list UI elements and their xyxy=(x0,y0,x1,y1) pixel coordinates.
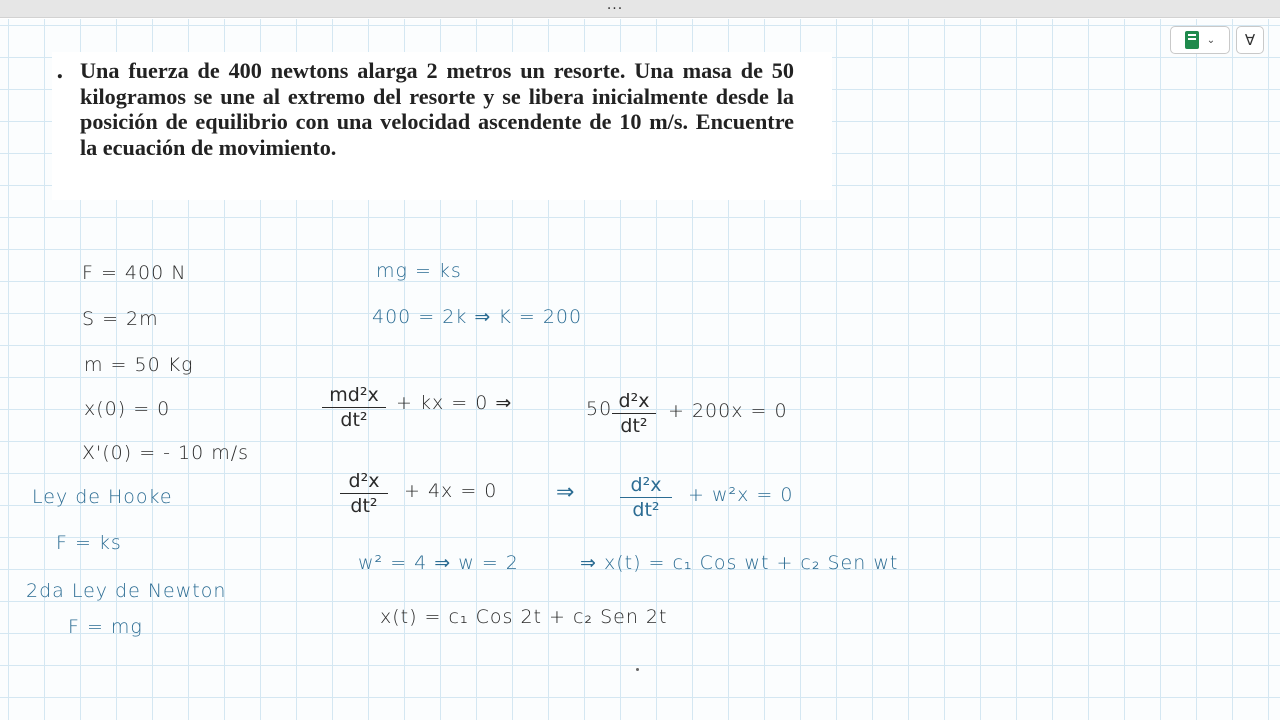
eq1-fraction xyxy=(322,384,386,431)
omega-solution: w² = 4 ⇒ w = 2 xyxy=(358,552,519,574)
filter-icon: ∀ xyxy=(1244,31,1256,49)
filter-button[interactable] xyxy=(1236,26,1264,54)
given-force: F = 400 N xyxy=(82,262,187,284)
eq1b-numerator: d²x xyxy=(618,390,650,412)
eq2b-fraction-bar xyxy=(620,497,672,498)
eq2-rest: + 4x = 0 xyxy=(404,480,498,502)
eq1b-coefficient: 50 xyxy=(586,398,613,420)
eq2b-denominator: dt² xyxy=(632,499,660,521)
notebook-selector-button[interactable] xyxy=(1170,26,1230,54)
eq1-rest: + kx = 0 ⇒ xyxy=(396,392,513,414)
eq1-denominator: dt² xyxy=(340,409,368,431)
chevron-down-icon: ⌄ xyxy=(1206,34,1216,46)
initial-velocity: X'(0) = - 10 m/s xyxy=(82,442,250,464)
eq2-implies-arrow: ⇒ xyxy=(556,480,576,505)
eq1b-fraction xyxy=(612,390,656,437)
eq2b-rest: + w²x = 0 xyxy=(688,484,794,506)
eq2b-numerator: d²x xyxy=(630,474,662,496)
eq2-denominator: dt² xyxy=(350,495,378,517)
problem-text: Una fuerza de 400 newtons alarga 2 metros un resorte. Una masa de 50 kilogramos se une al extremo del resorte y se libera inicialmente desde la posición de equilibrio con una velocidad ascendente de 10 m/s. Encuentre la ecuación de movimiento. xyxy=(80,58,794,160)
eq1-numerator: md²x xyxy=(329,384,379,406)
stray-ink-dot xyxy=(636,668,639,671)
eq2-fraction-bar xyxy=(340,493,388,494)
more-options-handle[interactable]: ... xyxy=(606,0,624,13)
initial-position: x(0) = 0 xyxy=(84,398,171,420)
newton-law-equation: F = mg xyxy=(68,616,143,638)
final-solution: x(t) = c₁ Cos 2t + c₂ Sen 2t xyxy=(380,606,668,628)
general-solution: ⇒ x(t) = c₁ Cos wt + c₂ Sen wt xyxy=(580,552,899,574)
given-stretch: S = 2m xyxy=(82,308,159,330)
given-mass: m = 50 Kg xyxy=(84,354,194,376)
notebook-icon xyxy=(1185,31,1199,49)
eq1b-denominator: dt² xyxy=(620,415,648,437)
newton-law-title: 2da Ley de Newton xyxy=(26,580,227,602)
eq2-fraction xyxy=(340,470,388,517)
hooke-law-title: Ley de Hooke xyxy=(32,486,173,508)
eq2b-fraction xyxy=(620,474,672,521)
mg-equals-ks: mg = ks xyxy=(376,260,462,282)
eq1b-rest: + 200x = 0 xyxy=(668,400,788,422)
eq2-numerator: d²x xyxy=(348,470,380,492)
solve-spring-constant: 400 = 2k ⇒ K = 200 xyxy=(372,306,583,328)
eq1b-fraction-bar xyxy=(612,413,656,414)
hooke-law-equation: F = ks xyxy=(56,532,122,554)
eq1-fraction-bar xyxy=(322,407,386,408)
problem-bullet: . xyxy=(56,58,64,84)
problem-statement xyxy=(52,52,832,200)
top-bar xyxy=(0,0,1280,18)
